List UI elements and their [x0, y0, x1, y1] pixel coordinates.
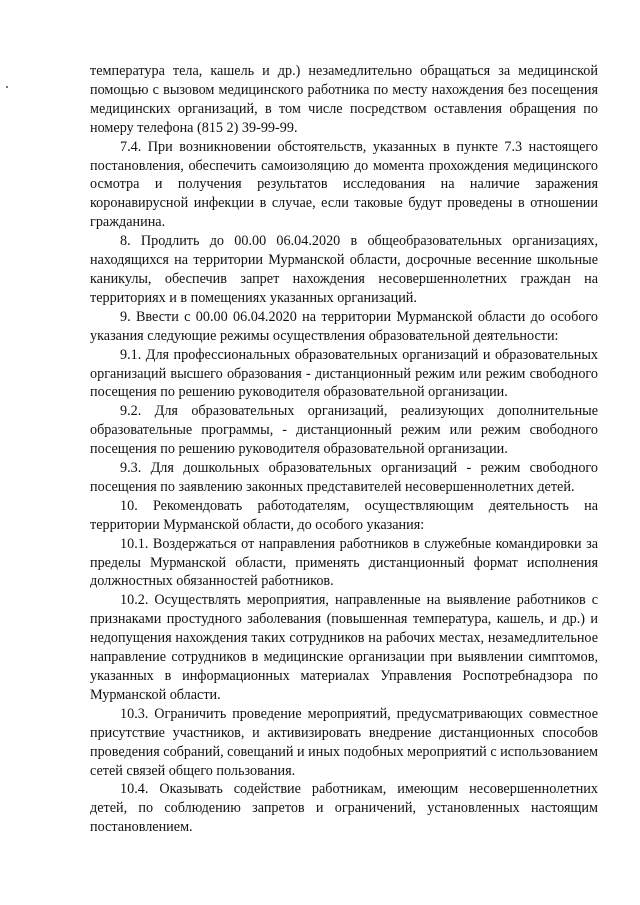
paragraph-10-4: 10.4. Оказывать содействие работникам, имеющим несовершеннолетних детей, по соблюдению запретов и ограничений, установленных настоящим постановлением.	[90, 781, 598, 836]
paragraph-10-3: 10.3. Ограничить проведение мероприятий, предусматривающих совместное присутствие участников, и активизировать внедрение дистанционных способов проведения собраний, совещаний и иных подобных мероприятий с использованием сетей связей общего пользования.	[90, 705, 598, 779]
paragraph-7-3-continuation: температура тела, кашель и др.) незамедлительно обращаться за медицинской помощью с вызовом медицинского работника по месту нахождения без посещения медицинских организаций, в том числе посредством оставления обращения по номеру телефона (815 2) 39-99-99.	[90, 63, 598, 136]
paragraph-7-4: 7.4. При возникновении обстоятельств, указанных в пункте 7.3 настоящего постановления, обеспечить самоизоляцию до момента прохождения медицинского осмотра и получения результатов исследования на наличие заражения коронавирусной инфекции в случае, если таковые будут проведены в отношении гражданина.	[90, 138, 598, 231]
paragraph-9: 9. Ввести с 00.00 06.04.2020 на территории Мурманской области до особого указания следующие режимы осуществления образовательной деятельности:	[90, 308, 598, 344]
paragraph-10-1: 10.1. Воздержаться от направления работников в служебные командировки за пределы Мурманской области, применять дистанционный формат исполнения должностных обязанностей работников.	[90, 535, 598, 590]
scan-margin-mark	[6, 86, 8, 88]
paragraph-9-1: 9.1. Для профессиональных образовательных организаций и образовательных организаций высшего образования - дистанционный режим или режим свободного посещения по решению руководителя образовательной организации.	[90, 346, 598, 401]
paragraph-10-2: 10.2. Осуществлять мероприятия, направленные на выявление работников с признаками простудного заболевания (повышенная температура, кашель, и др.) и недопущения нахождения таких сотрудников на рабочих местах, незамедлительное направление сотрудников в медицинские организации при выявлении симптомов, указанных в информационных материалах Управления Роспотребнадзора по Мурманской области.	[90, 592, 598, 703]
document-page	[90, 62, 598, 837]
paragraph-9-2: 9.2. Для образовательных организаций, реализующих дополнительные образовательные программы, - дистанционный режим или режим свободного посещения по решению руководителя образовательной организации.	[90, 403, 598, 458]
paragraph-10: 10. Рекомендовать работодателям, осуществляющим деятельность на территории Мурманской области, до особого указания:	[90, 497, 598, 533]
paragraph-8: 8. Продлить до 00.00 06.04.2020 в общеобразовательных организациях, находящихся на территории Мурманской области, досрочные весенние школьные каникулы, обеспечив запрет нахождения несовершеннолетних граждан на территориях и в помещениях указанных организаций.	[90, 233, 598, 306]
paragraph-9-3: 9.3. Для дошкольных образовательных организаций - режим свободного посещения по заявлению законных представителей несовершеннолетних детей.	[90, 460, 598, 495]
